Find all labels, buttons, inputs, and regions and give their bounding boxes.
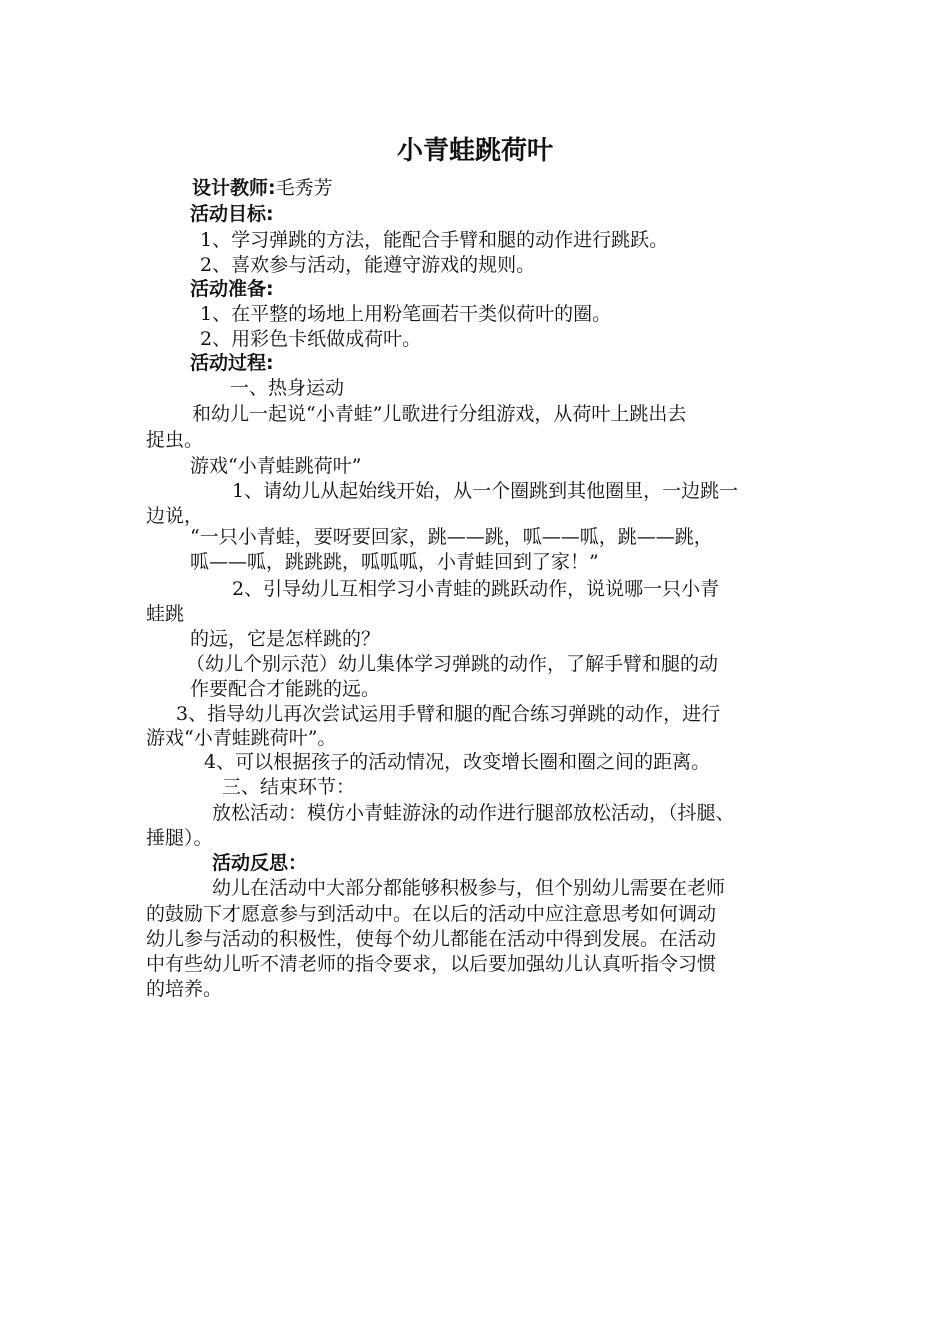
preparation-item: 1、在平整的场地上用粉笔画若干类似荷叶的圈。 (200, 303, 612, 325)
process-line: “一只小青蛙，要呀要回家，跳——跳，呱——呱，跳——跳， (190, 526, 713, 548)
preparation-item: 2、用彩色卡纸做成荷叶。 (200, 328, 422, 350)
reflection-line: 幼儿参与活动的积极性，使每个幼儿都能在活动中得到发展。在活动 (146, 928, 717, 950)
process-line: 的远，它是怎样跳的？ (190, 628, 381, 650)
process-line: （幼儿个别示范）幼儿集体学习弹跳的动作，了解手臂和腿的动 (186, 653, 719, 675)
process-line: 2、引导幼儿互相学习小青蛙的跳跃动作，说说哪一只小青 (232, 578, 720, 600)
process-line: 放松活动：模仿小青蛙游泳的动作进行腿部放松活动，（抖腿、 (212, 802, 735, 824)
process-line: 和幼儿一起说“小青蛙”儿歌进行分组游戏，从荷叶上跳出去 (192, 403, 687, 425)
reflection-heading: 活动反思： (212, 852, 308, 874)
process-line: 1、请幼儿从起始线开始，从一个圈跳到其他圈里，一边跳一 (232, 480, 739, 502)
reflection-line: 的鼓励下才愿意参与到活动中。在以后的活动中应注意思考如何调动 (146, 903, 717, 925)
process-line: 4、可以根据孩子的活动情况，改变增长圈和圈之间的距离。 (204, 751, 711, 773)
process-line: 3、指导幼儿再次尝试运用手臂和腿的配合练习弹跳的动作，进行 (176, 703, 721, 725)
process-line: 呱——呱，跳跳跳，呱呱呱，小青蛙回到了家！” (190, 551, 599, 573)
teacher-label: 设计教师: (192, 177, 276, 199)
process-line: 捶腿）。 (146, 827, 213, 849)
teacher-name: 毛秀芳 (275, 177, 333, 199)
process-line: 作要配合才能跳的远。 (190, 678, 381, 700)
reflection-line: 中有些幼儿听不清老师的指令要求，以后要加强幼儿认真听指令习惯 (146, 953, 717, 975)
goal-item: 1、学习弹跳的方法，能配合手臂和腿的动作进行跳跃。 (200, 229, 669, 251)
process-line: 游戏“小青蛙跳荷叶” (190, 455, 362, 477)
process-line: 三、结束环节： (222, 776, 356, 798)
goal-item: 2、喜欢参与活动，能遵守游戏的规则。 (200, 254, 536, 276)
goals-heading: 活动目标: (190, 203, 274, 225)
process-line: 蛙跳 (146, 603, 185, 625)
process-line: 边说， (146, 505, 204, 527)
reflection-line: 的培养。 (146, 978, 223, 1000)
document-title: 小青蛙跳荷叶 (396, 136, 553, 166)
process-heading: 活动过程: (190, 352, 274, 374)
teacher-line (192, 176, 333, 200)
process-line: 捉虫。 (146, 429, 204, 451)
preparation-heading: 活动准备: (190, 278, 274, 300)
reflection-line: 幼儿在活动中大部分都能够积极参与，但个别幼儿需要在老师 (212, 877, 726, 899)
process-line: 一、热身运动 (230, 377, 345, 399)
process-line: 游戏“小青蛙跳荷叶”。 (146, 727, 337, 749)
